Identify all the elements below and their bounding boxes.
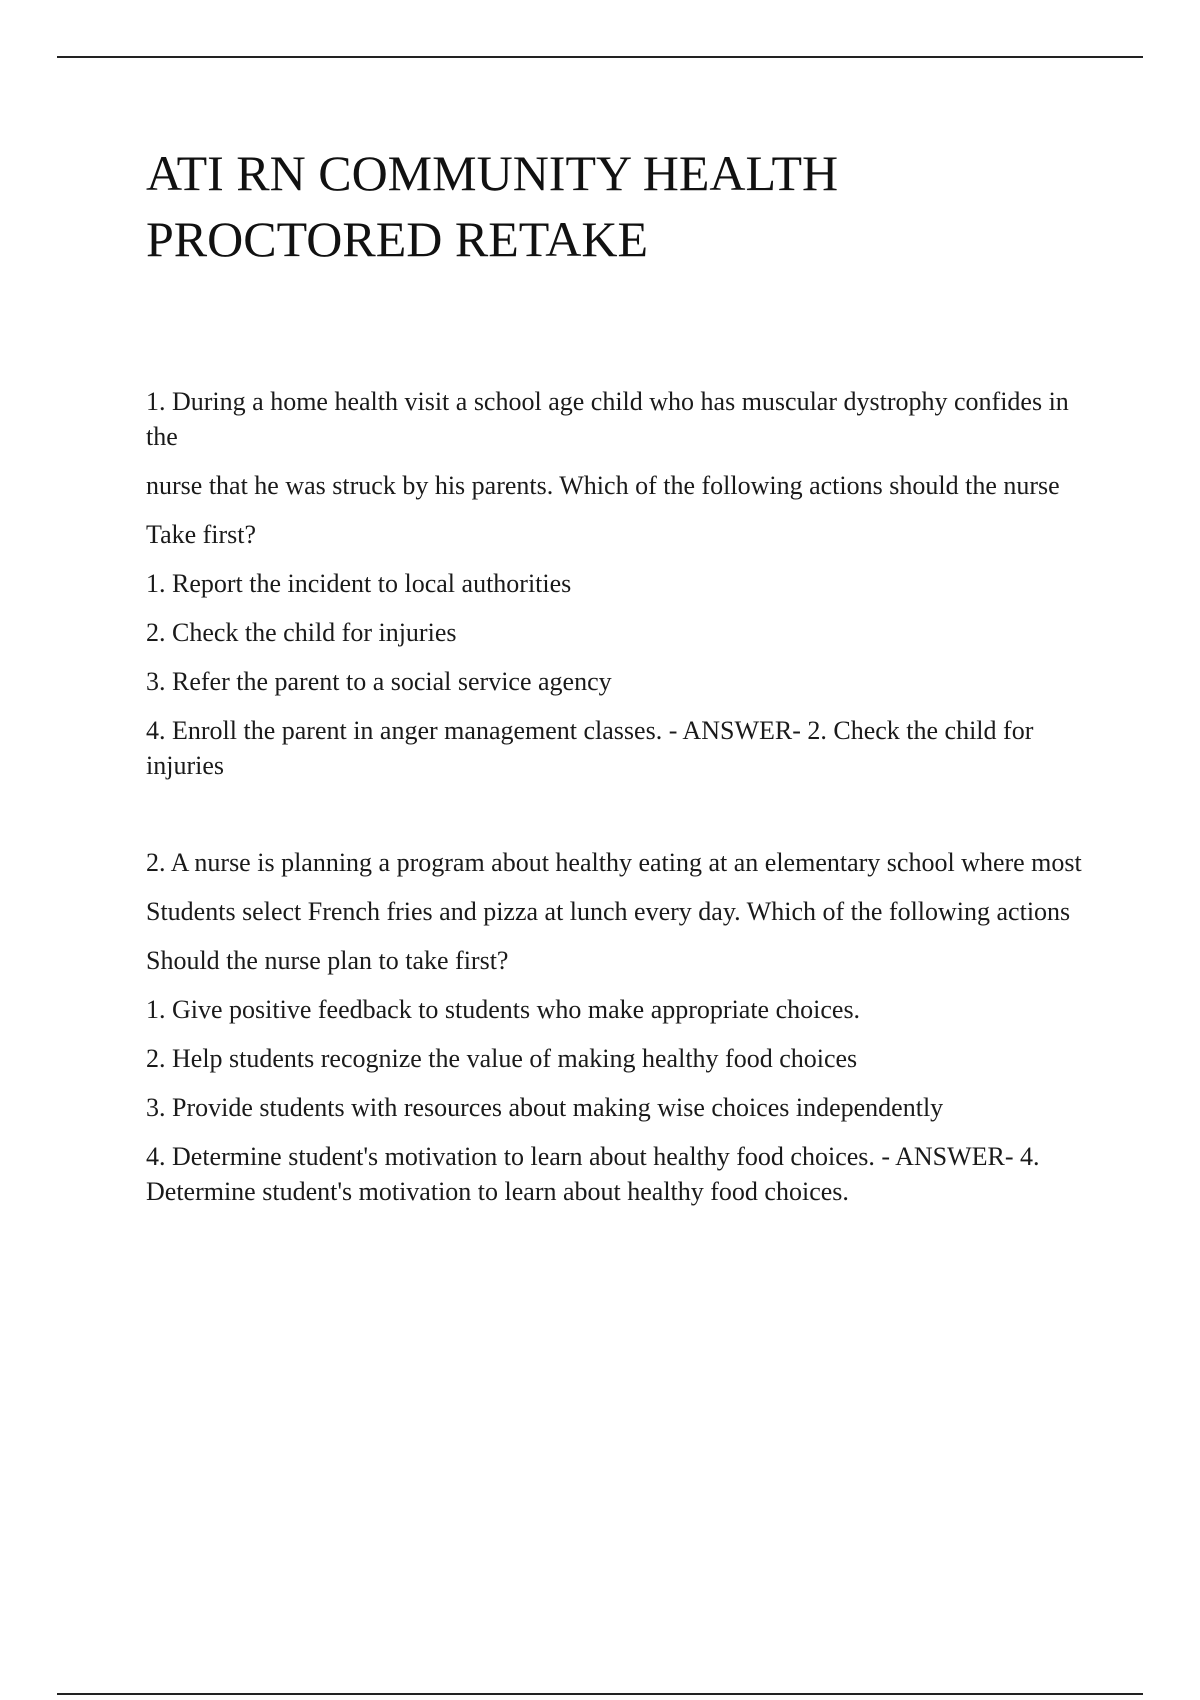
question-1-option-1: 1. Report the incident to local authorities bbox=[146, 569, 572, 598]
question-1-stem-line-3: Take first? bbox=[146, 520, 257, 549]
question-1 bbox=[146, 384, 1106, 783]
question-1-option-3: 3. Refer the parent to a social service agency bbox=[146, 667, 612, 696]
question-2 bbox=[146, 845, 1106, 1209]
bottom-rule bbox=[57, 1693, 1143, 1695]
question-1-stem-line-2: nurse that he was struck by his parents. Which of the following actions should the nurse bbox=[146, 471, 1060, 500]
document-title: ATI RN COMMUNITY HEALTH PROCTORED RETAKE bbox=[146, 145, 839, 267]
document-body bbox=[146, 140, 1106, 1271]
question-2-stem-line-3: Should the nurse plan to take first? bbox=[146, 946, 509, 975]
question-2-stem-line-2: Students select French fries and pizza at lunch every day. Which of the following actions bbox=[146, 897, 1071, 926]
question-2-stem-line-1: 2. A nurse is planning a program about healthy eating at an elementary school where most bbox=[146, 848, 1082, 877]
question-1-option-4-answer: 4. Enroll the parent in anger management classes. - ANSWER- 2. Check the child for injuries bbox=[146, 716, 1034, 780]
top-rule bbox=[57, 56, 1143, 58]
question-2-option-3: 3. Provide students with resources about making wise choices independently bbox=[146, 1093, 944, 1122]
question-list bbox=[146, 384, 1106, 1209]
question-2-option-1: 1. Give positive feedback to students who make appropriate choices. bbox=[146, 995, 861, 1024]
question-2-option-4-answer: 4. Determine student's motivation to learn about healthy food choices. - ANSWER- 4. Determine student's motivation to learn about healthy food choices. bbox=[146, 1142, 1040, 1206]
question-1-option-2: 2. Check the child for injuries bbox=[146, 618, 457, 647]
question-1-stem-line-1: 1. During a home health visit a school age child who has muscular dystrophy confides in the bbox=[146, 387, 1069, 451]
question-2-option-2: 2. Help students recognize the value of making healthy food choices bbox=[146, 1044, 858, 1073]
